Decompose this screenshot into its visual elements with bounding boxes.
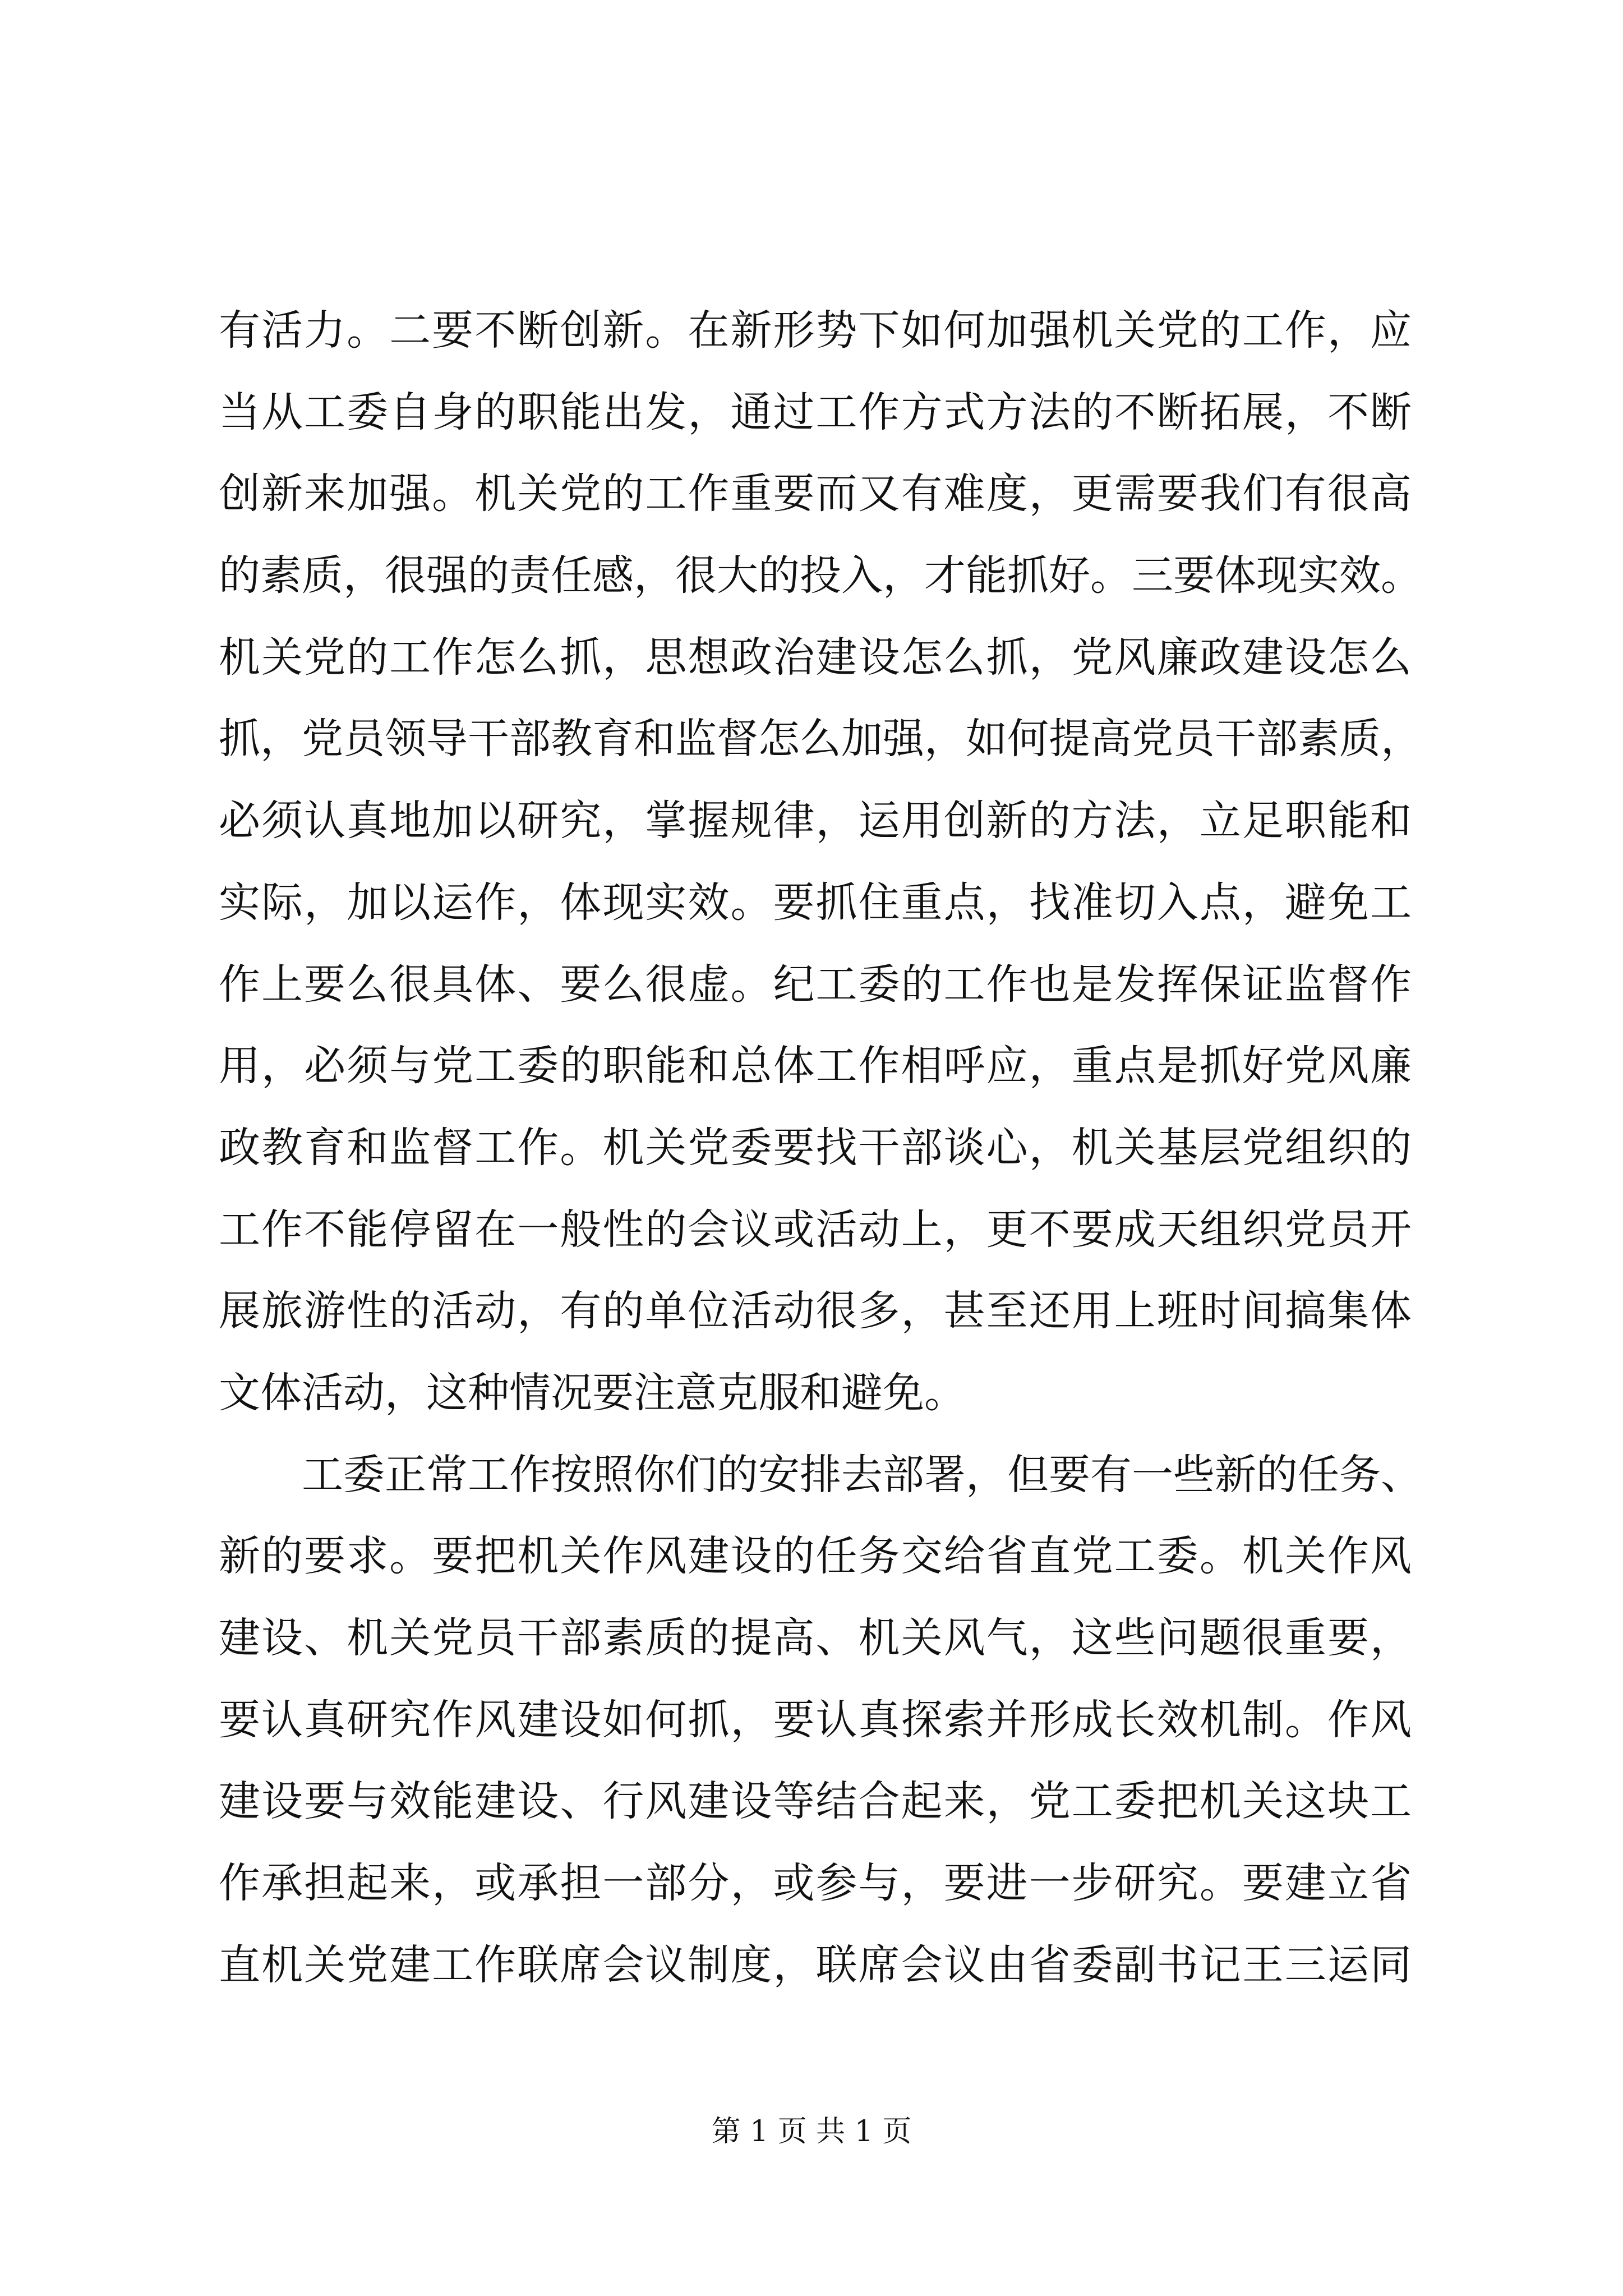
text-line: 机关党的工作怎么抓，思想政治建设怎么抓，党风廉政建设怎么: [219, 633, 1412, 682]
text-line: 新的要求。要把机关作风建设的任务交给省直党工委。机关作风: [219, 1532, 1412, 1581]
paragraph-first-line: 工委正常工作按照你们的安排去部署，但要有一些新的任务、: [302, 1450, 1422, 1499]
text-line: 的素质，很强的责任感，很大的投入，才能抓好。三要体现实效。: [219, 551, 1422, 600]
text-line: 展旅游性的活动，有的单位活动很多，甚至还用上班时间搞集体: [219, 1287, 1412, 1336]
text-line: 直机关党建工作联席会议制度，联席会议由省委副书记王三运同: [219, 1940, 1412, 1989]
text-line: 作上要么很具体、要么很虚。纪工委的工作也是发挥保证监督作: [219, 960, 1412, 1009]
text-line: 实际，加以运作，体现实效。要抓住重点，找准切入点，避免工: [219, 878, 1412, 927]
text-line: 当从工委自身的职能出发，通过工作方式方法的不断拓展，不断: [219, 388, 1412, 436]
text-line: 要认真研究作风建设如何抓，要认真探索并形成长效机制。作风: [219, 1695, 1412, 1744]
document-body: [219, 290, 1422, 2006]
text-line: 作承担起来，或承担一部分，或参与，要进一步研究。要建立省: [219, 1859, 1412, 1908]
page-number: 第 1 页 共 1 页: [711, 2115, 912, 2148]
text-line: 有活力。二要不断创新。在新形势下如何加强机关党的工作，应: [219, 306, 1412, 355]
text-line: 政教育和监督工作。机关党委要找干部谈心，机关基层党组织的: [219, 1123, 1412, 1172]
page-footer: [0, 2112, 1623, 2151]
text-line: 创新来加强。机关党的工作重要而又有难度，更需要我们有很高: [219, 470, 1412, 518]
text-line: 工作不能停留在一般性的会议或活动上，更不要成天组织党员开: [219, 1205, 1412, 1254]
text-line: 用，必须与党工委的职能和总体工作相呼应，重点是抓好党风廉: [219, 1042, 1412, 1091]
text-line: 必须认真地加以研究，掌握规律，运用创新的方法，立足职能和: [219, 797, 1412, 845]
text-line: 文体活动，这种情况要注意克服和避免。: [219, 1368, 966, 1417]
text-line: 抓，党员领导干部教育和监督怎么加强，如何提高党员干部素质，: [219, 715, 1422, 763]
text-line: 建设要与效能建设、行风建设等结合起来，党工委把机关这块工: [219, 1777, 1412, 1826]
text-line: 建设、机关党员干部素质的提高、机关风气，这些问题很重要，: [219, 1614, 1412, 1662]
